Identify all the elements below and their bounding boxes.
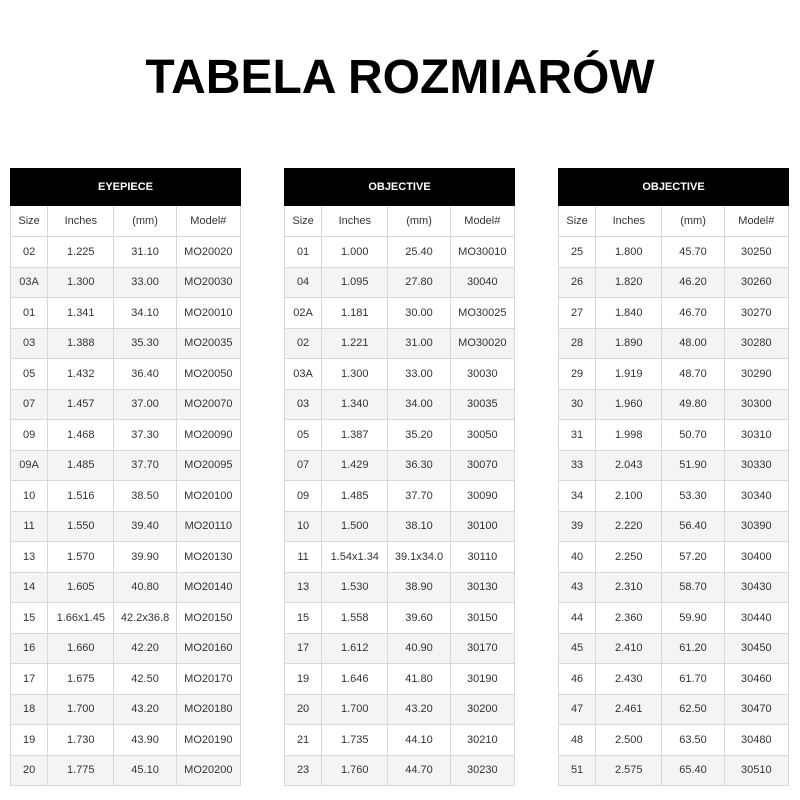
table-row (559, 237, 789, 268)
table-row (11, 603, 241, 634)
table-row (11, 237, 241, 268)
table-row (559, 298, 789, 329)
inches-cell: 1.095 (322, 267, 388, 298)
column-header-size: Size (285, 206, 322, 237)
table-header: EYEPIECE (11, 169, 241, 206)
table-row (559, 359, 789, 390)
table-row (11, 755, 241, 786)
model-cell: 30290 (724, 359, 788, 390)
size-cell: 05 (285, 420, 322, 451)
table-row (11, 633, 241, 664)
size-cell: 45 (559, 633, 596, 664)
table-row (559, 389, 789, 420)
mm-cell: 51.90 (662, 450, 724, 481)
inches-cell: 1.998 (596, 420, 662, 451)
mm-cell: 43.90 (114, 725, 176, 756)
column-header-mm: (mm) (388, 206, 450, 237)
inches-cell: 2.310 (596, 572, 662, 603)
mm-cell: 37.00 (114, 389, 176, 420)
inches-cell: 2.461 (596, 694, 662, 725)
model-cell: 30330 (724, 450, 788, 481)
model-cell: 30300 (724, 389, 788, 420)
table-row (559, 725, 789, 756)
table-row (285, 725, 515, 756)
model-cell: MO20020 (176, 237, 240, 268)
inches-cell: 1.570 (48, 542, 114, 573)
model-cell: 30110 (450, 542, 514, 573)
table-row (11, 298, 241, 329)
mm-cell: 36.40 (114, 359, 176, 390)
model-cell: MO20160 (176, 633, 240, 664)
mm-cell: 57.20 (662, 542, 724, 573)
table-row (559, 755, 789, 786)
table-row (11, 694, 241, 725)
mm-cell: 36.30 (388, 450, 450, 481)
model-cell: 30200 (450, 694, 514, 725)
mm-cell: 39.60 (388, 603, 450, 634)
table-row (11, 572, 241, 603)
size-cell: 07 (285, 450, 322, 481)
size-cell: 01 (11, 298, 48, 329)
size-cell: 28 (559, 328, 596, 359)
mm-cell: 48.70 (662, 359, 724, 390)
inches-cell: 1.919 (596, 359, 662, 390)
mm-cell: 53.30 (662, 481, 724, 512)
table-row (285, 237, 515, 268)
size-cell: 02 (285, 328, 322, 359)
mm-cell: 31.10 (114, 237, 176, 268)
table-row (285, 603, 515, 634)
mm-cell: 30.00 (388, 298, 450, 329)
table-row (559, 450, 789, 481)
model-cell: MO30020 (450, 328, 514, 359)
model-cell: MO20130 (176, 542, 240, 573)
column-header-row (11, 206, 241, 237)
model-cell: MO20140 (176, 572, 240, 603)
inches-cell: 1.820 (596, 267, 662, 298)
inches-cell: 2.360 (596, 603, 662, 634)
mm-cell: 46.20 (662, 267, 724, 298)
model-cell: 30430 (724, 572, 788, 603)
model-cell: 30230 (450, 755, 514, 786)
model-cell: 30090 (450, 481, 514, 512)
size-cell: 43 (559, 572, 596, 603)
model-cell: MO20050 (176, 359, 240, 390)
size-cell: 30 (559, 389, 596, 420)
table-row (11, 359, 241, 390)
inches-cell: 1.300 (322, 359, 388, 390)
mm-cell: 39.90 (114, 542, 176, 573)
size-cell: 09 (285, 481, 322, 512)
size-cell: 25 (559, 237, 596, 268)
size-cell: 15 (11, 603, 48, 634)
size-cell: 23 (285, 755, 322, 786)
table-row (11, 481, 241, 512)
size-cell: 11 (285, 542, 322, 573)
inches-cell: 1.960 (596, 389, 662, 420)
inches-cell: 1.730 (48, 725, 114, 756)
model-cell: 30310 (724, 420, 788, 451)
table-row (11, 450, 241, 481)
size-cell: 19 (285, 664, 322, 695)
inches-cell: 2.220 (596, 511, 662, 542)
size-cell: 01 (285, 237, 322, 268)
table-row (559, 481, 789, 512)
inches-cell: 1.221 (322, 328, 388, 359)
mm-cell: 34.00 (388, 389, 450, 420)
table-row (559, 328, 789, 359)
mm-cell: 44.10 (388, 725, 450, 756)
size-cell: 47 (559, 694, 596, 725)
size-cell: 48 (559, 725, 596, 756)
mm-cell: 61.20 (662, 633, 724, 664)
inches-cell: 2.250 (596, 542, 662, 573)
table-row (285, 328, 515, 359)
mm-cell: 48.00 (662, 328, 724, 359)
inches-cell: 1.387 (322, 420, 388, 451)
table-row (559, 267, 789, 298)
model-cell: 30100 (450, 511, 514, 542)
table-row (285, 755, 515, 786)
model-cell: 30280 (724, 328, 788, 359)
inches-cell: 1.646 (322, 664, 388, 695)
model-cell: 30450 (724, 633, 788, 664)
table-row (285, 664, 515, 695)
column-header-size: Size (559, 206, 596, 237)
mm-cell: 39.40 (114, 511, 176, 542)
size-cell: 13 (11, 542, 48, 573)
model-cell: 30470 (724, 694, 788, 725)
mm-cell: 50.70 (662, 420, 724, 451)
inches-cell: 1.485 (322, 481, 388, 512)
inches-cell: 2.430 (596, 664, 662, 695)
size-cell: 03 (11, 328, 48, 359)
size-cell: 27 (559, 298, 596, 329)
table-row (285, 572, 515, 603)
mm-cell: 65.40 (662, 755, 724, 786)
mm-cell: 46.70 (662, 298, 724, 329)
size-cell: 18 (11, 694, 48, 725)
column-header-inches: Inches (322, 206, 388, 237)
model-cell: MO20150 (176, 603, 240, 634)
table-row (285, 420, 515, 451)
inches-cell: 1.840 (596, 298, 662, 329)
inches-cell: 1.735 (322, 725, 388, 756)
table-row (11, 389, 241, 420)
table-row (285, 481, 515, 512)
model-cell: 30440 (724, 603, 788, 634)
model-cell: 30150 (450, 603, 514, 634)
table-row (11, 511, 241, 542)
mm-cell: 59.90 (662, 603, 724, 634)
inches-cell: 1.181 (322, 298, 388, 329)
size-cell: 14 (11, 572, 48, 603)
mm-cell: 38.10 (388, 511, 450, 542)
table-row (559, 664, 789, 695)
column-header-row (559, 206, 789, 237)
inches-cell: 1.675 (48, 664, 114, 695)
size-cell: 03 (285, 389, 322, 420)
inches-cell: 1.800 (596, 237, 662, 268)
inches-cell: 1.700 (322, 694, 388, 725)
table-row (285, 359, 515, 390)
mm-cell: 39.1x34.0 (388, 542, 450, 573)
model-cell: 30390 (724, 511, 788, 542)
size-cell: 09 (11, 420, 48, 451)
model-cell: MO20170 (176, 664, 240, 695)
mm-cell: 37.70 (114, 450, 176, 481)
size-cell: 29 (559, 359, 596, 390)
inches-cell: 2.043 (596, 450, 662, 481)
table-row (559, 511, 789, 542)
size-cell: 15 (285, 603, 322, 634)
size-cell: 33 (559, 450, 596, 481)
column-header-row (285, 206, 515, 237)
mm-cell: 49.80 (662, 389, 724, 420)
model-cell: 30040 (450, 267, 514, 298)
model-cell: MO20190 (176, 725, 240, 756)
inches-cell: 1.700 (48, 694, 114, 725)
inches-cell: 1.660 (48, 633, 114, 664)
mm-cell: 58.70 (662, 572, 724, 603)
table-row (559, 420, 789, 451)
inches-cell: 1.485 (48, 450, 114, 481)
table-row (285, 389, 515, 420)
table-row (285, 633, 515, 664)
size-cell: 10 (285, 511, 322, 542)
model-cell: 30035 (450, 389, 514, 420)
model-cell: MO20095 (176, 450, 240, 481)
size-cell: 46 (559, 664, 596, 695)
size-cell: 31 (559, 420, 596, 451)
model-cell: 30170 (450, 633, 514, 664)
inches-cell: 2.500 (596, 725, 662, 756)
size-cell: 26 (559, 267, 596, 298)
size-cell: 11 (11, 511, 48, 542)
table-row (11, 664, 241, 695)
size-cell: 34 (559, 481, 596, 512)
model-cell: 30030 (450, 359, 514, 390)
size-cell: 44 (559, 603, 596, 634)
mm-cell: 38.90 (388, 572, 450, 603)
size-cell: 16 (11, 633, 48, 664)
table-row (285, 542, 515, 573)
mm-cell: 37.70 (388, 481, 450, 512)
model-cell: MO30025 (450, 298, 514, 329)
model-cell: 30070 (450, 450, 514, 481)
mm-cell: 45.70 (662, 237, 724, 268)
mm-cell: 40.90 (388, 633, 450, 664)
eyepiece-table (10, 168, 241, 786)
mm-cell: 37.30 (114, 420, 176, 451)
page-title: TABELA ROZMIARÓW (145, 51, 655, 104)
size-cell: 07 (11, 389, 48, 420)
model-cell: MO20180 (176, 694, 240, 725)
table-header: OBJECTIVE (285, 169, 515, 206)
model-cell: 30260 (724, 267, 788, 298)
model-cell: 30510 (724, 755, 788, 786)
inches-cell: 1.605 (48, 572, 114, 603)
model-cell: MO20010 (176, 298, 240, 329)
inches-cell: 1.516 (48, 481, 114, 512)
column-header-size: Size (11, 206, 48, 237)
model-cell: 30340 (724, 481, 788, 512)
inches-cell: 1.388 (48, 328, 114, 359)
inches-cell: 1.457 (48, 389, 114, 420)
inches-cell: 1.468 (48, 420, 114, 451)
mm-cell: 63.50 (662, 725, 724, 756)
table-row (285, 267, 515, 298)
model-cell: 30190 (450, 664, 514, 695)
objective-table-2 (558, 168, 789, 786)
size-cell: 13 (285, 572, 322, 603)
model-cell: MO20110 (176, 511, 240, 542)
inches-cell: 1.340 (322, 389, 388, 420)
model-cell: 30270 (724, 298, 788, 329)
mm-cell: 38.50 (114, 481, 176, 512)
model-cell: MO20070 (176, 389, 240, 420)
model-cell: 30130 (450, 572, 514, 603)
inches-cell: 1.66x1.45 (48, 603, 114, 634)
mm-cell: 33.00 (114, 267, 176, 298)
table-row (285, 298, 515, 329)
inches-cell: 1.612 (322, 633, 388, 664)
model-cell: MO20200 (176, 755, 240, 786)
mm-cell: 43.20 (114, 694, 176, 725)
column-header-inches: Inches (48, 206, 114, 237)
size-cell: 20 (285, 694, 322, 725)
table-header: OBJECTIVE (559, 169, 789, 206)
table-row (559, 603, 789, 634)
size-cell: 40 (559, 542, 596, 573)
inches-cell: 1.300 (48, 267, 114, 298)
size-cell: 03A (285, 359, 322, 390)
mm-cell: 34.10 (114, 298, 176, 329)
inches-cell: 1.550 (48, 511, 114, 542)
mm-cell: 35.30 (114, 328, 176, 359)
mm-cell: 42.2x36.8 (114, 603, 176, 634)
size-cell: 20 (11, 755, 48, 786)
inches-cell: 1.530 (322, 572, 388, 603)
table-row (11, 420, 241, 451)
size-cell: 51 (559, 755, 596, 786)
model-cell: 30480 (724, 725, 788, 756)
model-cell: 30050 (450, 420, 514, 451)
inches-cell: 1.225 (48, 237, 114, 268)
size-cell: 04 (285, 267, 322, 298)
size-cell: 10 (11, 481, 48, 512)
model-cell: 30400 (724, 542, 788, 573)
mm-cell: 31.00 (388, 328, 450, 359)
model-cell: MO20030 (176, 267, 240, 298)
size-cell: 03A (11, 267, 48, 298)
size-cell: 05 (11, 359, 48, 390)
inches-cell: 1.890 (596, 328, 662, 359)
table-row (11, 542, 241, 573)
inches-cell: 2.575 (596, 755, 662, 786)
mm-cell: 40.80 (114, 572, 176, 603)
mm-cell: 27.80 (388, 267, 450, 298)
column-header-model: Model# (176, 206, 240, 237)
size-cell: 02A (285, 298, 322, 329)
inches-cell: 1.000 (322, 237, 388, 268)
table-row (559, 542, 789, 573)
size-cell: 17 (285, 633, 322, 664)
inches-cell: 1.558 (322, 603, 388, 634)
mm-cell: 33.00 (388, 359, 450, 390)
table-row (285, 450, 515, 481)
table-row (559, 633, 789, 664)
mm-cell: 35.20 (388, 420, 450, 451)
table-row (11, 725, 241, 756)
mm-cell: 41.80 (388, 664, 450, 695)
inches-cell: 2.100 (596, 481, 662, 512)
mm-cell: 45.10 (114, 755, 176, 786)
column-header-inches: Inches (596, 206, 662, 237)
mm-cell: 42.20 (114, 633, 176, 664)
model-cell: MO20035 (176, 328, 240, 359)
objective-table-1 (284, 168, 515, 786)
mm-cell: 62.50 (662, 694, 724, 725)
inches-cell: 1.500 (322, 511, 388, 542)
mm-cell: 43.20 (388, 694, 450, 725)
table-row (285, 511, 515, 542)
model-cell: 30250 (724, 237, 788, 268)
model-cell: 30460 (724, 664, 788, 695)
size-cell: 39 (559, 511, 596, 542)
size-cell: 17 (11, 664, 48, 695)
column-header-model: Model# (724, 206, 788, 237)
mm-cell: 42.50 (114, 664, 176, 695)
table-row (285, 694, 515, 725)
column-header-model: Model# (450, 206, 514, 237)
column-header-mm: (mm) (662, 206, 724, 237)
model-cell: MO20090 (176, 420, 240, 451)
size-cell: 21 (285, 725, 322, 756)
mm-cell: 44.70 (388, 755, 450, 786)
model-cell: 30210 (450, 725, 514, 756)
mm-cell: 61.70 (662, 664, 724, 695)
inches-cell: 1.775 (48, 755, 114, 786)
inches-cell: 1.432 (48, 359, 114, 390)
model-cell: MO30010 (450, 237, 514, 268)
mm-cell: 25.40 (388, 237, 450, 268)
table-row (11, 267, 241, 298)
inches-cell: 2.410 (596, 633, 662, 664)
model-cell: MO20100 (176, 481, 240, 512)
inches-cell: 1.341 (48, 298, 114, 329)
column-header-mm: (mm) (114, 206, 176, 237)
inches-cell: 1.429 (322, 450, 388, 481)
inches-cell: 1.54x1.34 (322, 542, 388, 573)
table-row (559, 572, 789, 603)
table-row (11, 328, 241, 359)
size-cell: 02 (11, 237, 48, 268)
table-row (559, 694, 789, 725)
size-cell: 09A (11, 450, 48, 481)
size-cell: 19 (11, 725, 48, 756)
inches-cell: 1.760 (322, 755, 388, 786)
mm-cell: 56.40 (662, 511, 724, 542)
